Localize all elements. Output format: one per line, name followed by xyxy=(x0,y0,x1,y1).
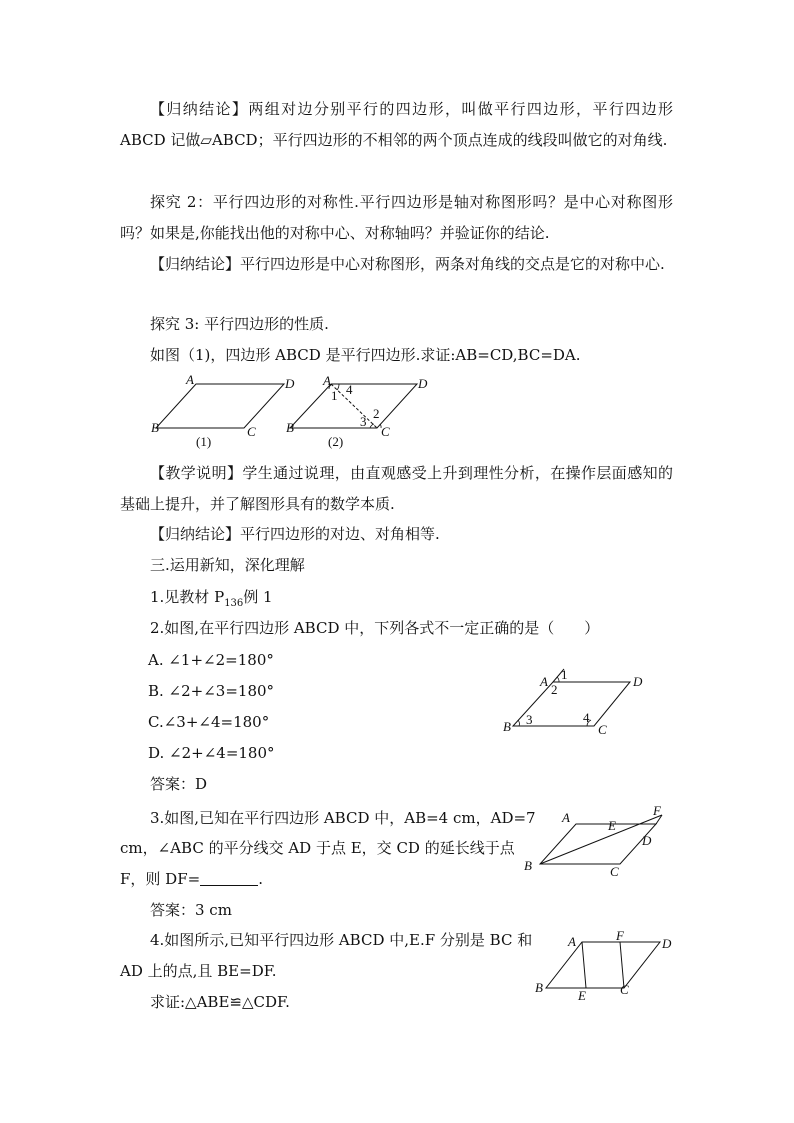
angle-2-label: 2 xyxy=(551,682,558,697)
angle-1-label: 1 xyxy=(331,388,338,403)
question-2-option-d: D. ∠2+∠4=180° xyxy=(148,744,275,762)
question-4-line-1: 4.如图所示,已知平行四边形 ABCD 中,E.F 分别是 BC 和 xyxy=(150,931,533,949)
parallelogram-figures-1-2 xyxy=(148,370,428,452)
question-3-line-2: cm，∠ABC 的平分线交 AD 于点 E，交 CD 的延长线于点 xyxy=(120,839,515,857)
angle-4-label: 4 xyxy=(583,710,590,725)
label-d: D xyxy=(418,376,428,391)
paragraph-definition: 【归纳结论】两组对边分别平行的四边形，叫做平行四边形，平行四边形ABCD 记做▱ABCD；平行四边形的不相邻的两个顶点连成的线段叫做它的对角线. xyxy=(120,100,673,149)
question-2-option-b: B. ∠2+∠3=180° xyxy=(148,682,275,700)
label-b: B xyxy=(151,420,159,435)
paragraph-explore-2: 探究 2：平行四边形的对称性.平行四边形是轴对称图形吗？是中心对称图形吗？如果是,你能找出他的对称中心、对称轴吗？并验证你的结论. xyxy=(120,193,673,242)
label-c: C xyxy=(598,722,607,737)
paragraph-figure-1-prompt: 如图（1)，四边形 ABCD 是平行四边形.求证:AB=CD,BC=DA. xyxy=(150,346,581,364)
label-c: C xyxy=(610,864,619,879)
question-2-answer: 答案：D xyxy=(150,775,208,793)
label-a: A xyxy=(562,810,570,825)
question-4-line-3: 求证:△ABE≌△CDF. xyxy=(150,993,290,1011)
label-b: B xyxy=(503,719,511,734)
question-4-line-2: AD 上的点,且 BE=DF. xyxy=(120,962,277,980)
label-f: F xyxy=(653,803,661,818)
label-b: B xyxy=(286,420,294,435)
question-3-line-1: 3.如图,已知在平行四边形 ABCD 中，AB=4 cm，AD=7 xyxy=(150,809,536,827)
caption-1: (1) xyxy=(196,434,212,449)
section-heading-apply: 三.运用新知，深化理解 xyxy=(150,556,305,574)
question-2-option-a: A. ∠1+∠2=180° xyxy=(148,651,274,669)
label-e: E xyxy=(578,988,586,1003)
angle-2-label: 2 xyxy=(373,406,380,421)
label-b: B xyxy=(524,858,532,873)
angle-3-label: 3 xyxy=(360,414,367,429)
label-d: D xyxy=(662,936,672,951)
label-c: C xyxy=(247,424,256,439)
angle-3-label: 3 xyxy=(526,712,533,727)
label-b: B xyxy=(535,980,543,995)
label-a: A xyxy=(323,373,331,388)
label-a: A xyxy=(186,372,194,387)
label-c: C xyxy=(620,982,629,997)
label-d: D xyxy=(642,833,652,848)
item-textbook-example: 1.见教材 $P_{136}$例 1 xyxy=(150,588,273,609)
answer-blank xyxy=(200,871,258,886)
figure-1 xyxy=(151,372,295,449)
label-f: F xyxy=(616,928,624,943)
label-e: E xyxy=(608,818,616,833)
angle-4-label: 4 xyxy=(346,382,353,397)
question-3-figure xyxy=(520,800,680,880)
question-4-figure xyxy=(528,928,678,1008)
caption-2: (2) xyxy=(328,434,344,449)
angle-1-label: 1 xyxy=(561,667,568,682)
question-3-answer: 答案：3 cm xyxy=(150,901,232,919)
paragraph-conclusion-symmetry: 【归纳结论】平行四边形是中心对称图形，两条对角线的交点是它的对称中心. xyxy=(150,255,665,273)
label-d: D xyxy=(633,674,643,689)
question-3-line-3: F，则 DF= . xyxy=(120,870,263,888)
figure-2 xyxy=(286,373,428,449)
question-2-stem: 2.如图,在平行四边形 ABCD 中，下列各式不一定正确的是（ ） xyxy=(150,619,600,637)
paragraph-explore-3: 探究 3: 平行四边形的性质. xyxy=(150,315,329,333)
label-c: C xyxy=(381,424,390,439)
paragraph-conclusion-properties: 【归纳结论】平行四边形的对边、对角相等. xyxy=(150,525,440,543)
paragraph-teaching-note: 【教学说明】学生通过说理，由直观感受上升到理性分析，在操作层面感知的基础上提升，并了解图形具有的数学本质. xyxy=(120,464,673,513)
label-a: A xyxy=(568,934,576,949)
label-d: D xyxy=(285,376,295,391)
question-2-figure xyxy=(498,664,658,744)
label-a: A xyxy=(540,674,548,689)
question-2-option-c: C.∠3+∠4=180° xyxy=(148,713,270,731)
